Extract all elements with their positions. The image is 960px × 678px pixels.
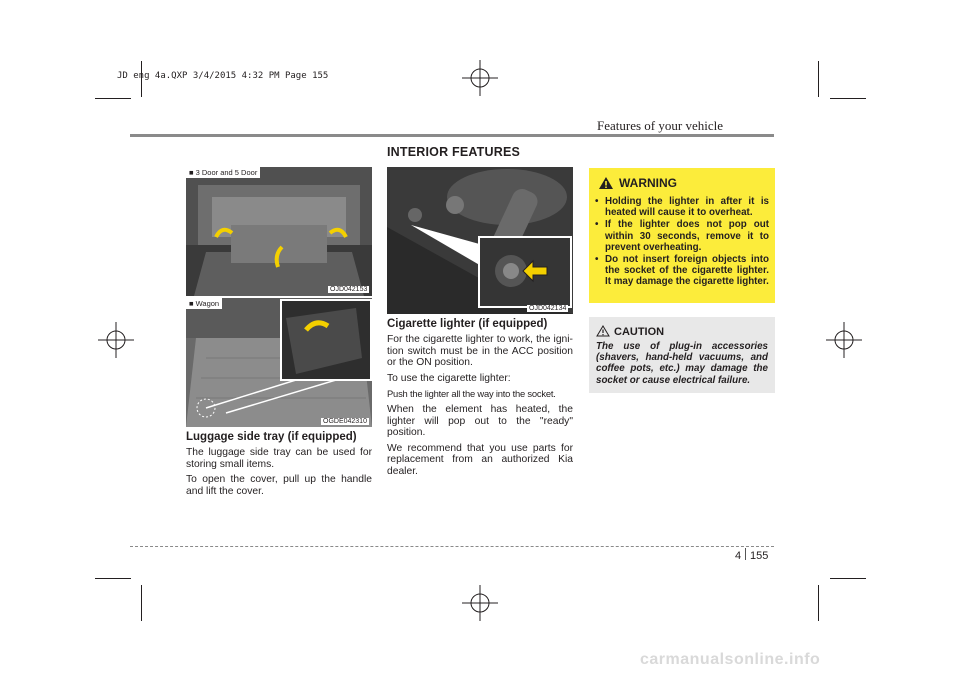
list-item: • If the lighter does not pop out within 30 seconds, remove it to prevent overheating. xyxy=(595,219,769,253)
crop-mark xyxy=(818,585,819,621)
paragraph: When the element has heated, the lighter will pop out to the "ready" position. xyxy=(387,403,573,439)
crop-mark xyxy=(818,61,819,97)
page-number: 155 xyxy=(750,550,769,562)
luggage-tray-photo-3-5-door xyxy=(186,167,372,296)
list-item: • Holding the lighter in after it is heated will cause it to overheat. xyxy=(595,196,769,218)
warning-title: WARNING xyxy=(619,176,677,190)
paragraph: For the cigarette lighter to work, the igni-tion switch must be in the ACC position or the ON position. xyxy=(387,334,573,369)
paragraph: The luggage side tray can be used for storing small items. xyxy=(186,447,372,470)
caution-text: The use of plug-in accessories (shavers, hand-held vacuums, and coffee pots, etc.) may damage the socket or cause electrical failure. xyxy=(596,341,768,386)
paragraph: Push the lighter all the way into the socket. xyxy=(387,388,556,400)
crop-mark xyxy=(95,578,131,579)
list-item: • Do not insert foreign objects into the socket of the cigarette lighter. It may damage the cigarette lighter. xyxy=(595,254,769,288)
figure-code: OJD042134 xyxy=(529,305,567,312)
warning-box xyxy=(589,168,775,303)
luggage-tray-heading: Luggage side tray (if equipped) xyxy=(186,431,357,443)
crop-mark xyxy=(141,585,142,621)
cigarette-lighter-photo xyxy=(387,167,573,314)
page-separator xyxy=(745,548,746,560)
registration-mark-icon xyxy=(824,320,864,360)
luggage-tray-text xyxy=(186,447,372,501)
file-stamp: JD eng 4a.QXP 3/4/2015 4:32 PM Page 155 xyxy=(117,71,329,81)
warning-list xyxy=(595,196,769,289)
paragraph: To open the cover, pull up the handle and lift the cover. xyxy=(186,474,372,497)
paragraph: We recommend that you use parts for replacement from an authorized Kia dealer. xyxy=(387,442,573,477)
caution-box xyxy=(589,317,775,393)
footer-rule xyxy=(130,546,774,547)
registration-mark-icon xyxy=(96,320,136,360)
header-rule xyxy=(130,134,774,137)
cigarette-lighter-heading: Cigarette lighter (if equipped) xyxy=(387,318,548,330)
caution-triangle-icon xyxy=(596,325,610,337)
footer-watermark: carmanualsonline.info xyxy=(640,651,821,668)
warning-triangle-icon xyxy=(598,176,614,190)
interior-features-title: INTERIOR FEATURES xyxy=(387,145,521,159)
chapter-number: 4 xyxy=(735,550,742,562)
registration-mark-icon xyxy=(460,583,500,623)
registration-mark-icon xyxy=(460,58,500,98)
luggage-tray-photo-wagon xyxy=(186,298,372,427)
crop-mark xyxy=(830,98,866,99)
paragraph: To use the cigarette lighter: xyxy=(387,372,511,384)
caution-title: CAUTION xyxy=(614,326,665,338)
figure-tag-3-5-door: ■ 3 Door and 5 Door xyxy=(186,167,260,178)
figure-code: OJD042153 xyxy=(330,286,368,293)
section-header: Features of your vehicle xyxy=(597,118,723,133)
crop-mark xyxy=(95,98,131,99)
crop-mark xyxy=(830,578,866,579)
cigarette-lighter-text xyxy=(387,334,573,482)
figure-tag-wagon: ■ Wagon xyxy=(186,298,222,309)
figure-code: OGDE042310 xyxy=(323,418,367,425)
